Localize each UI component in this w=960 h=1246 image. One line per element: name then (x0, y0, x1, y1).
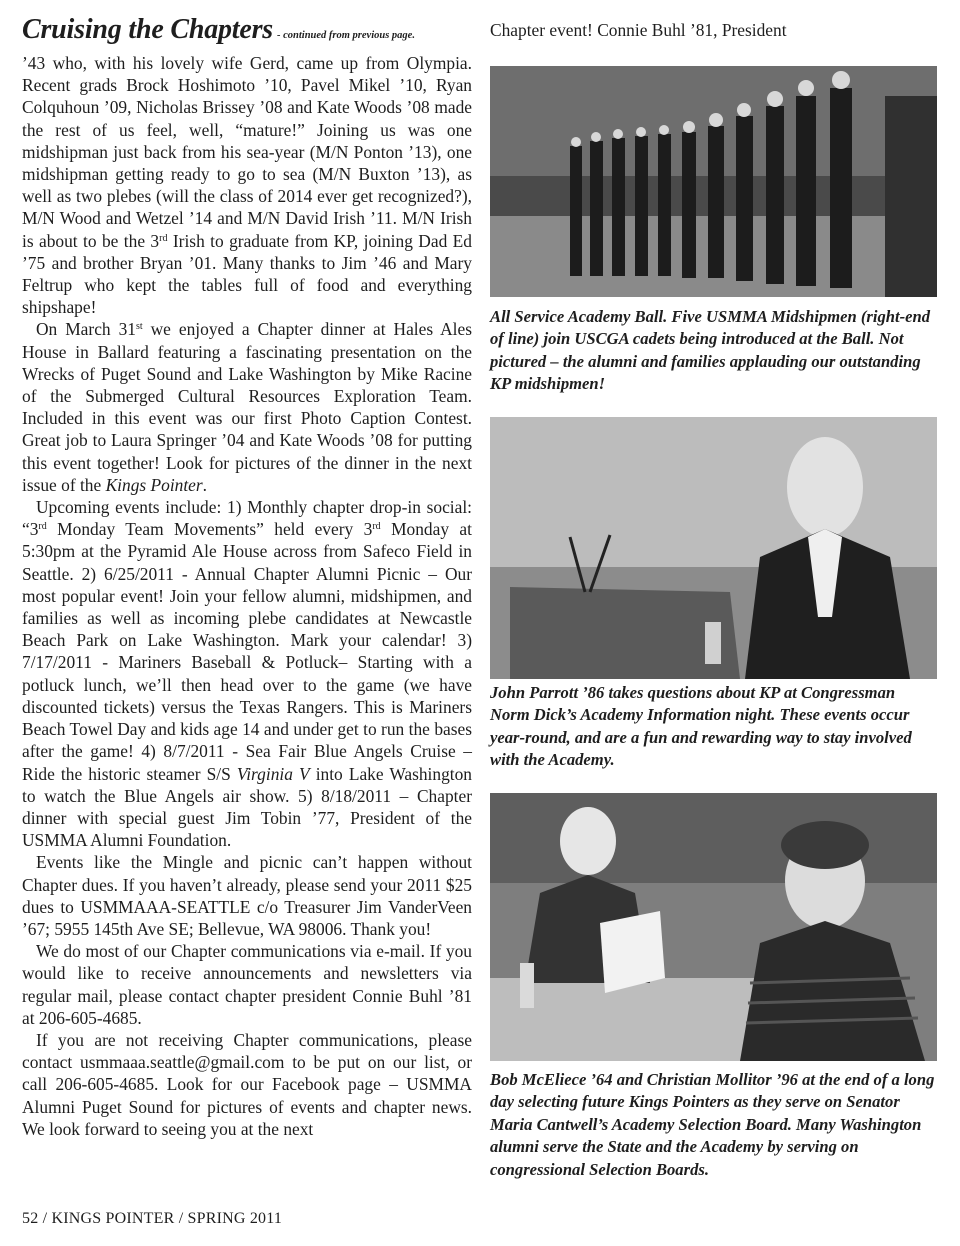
photo-selection-board (490, 793, 937, 1061)
photo-information-night (490, 417, 937, 679)
paragraph-contact: If you are not receiving Chapter communications, please contact usmmaaa.seattle@gmail.com to be put on our list, or call 206-605-4685. Look for our Facebook page – USMMA Alumni Puget Sound for pictures of events and chapter news. We look forward to seeing you at the next (22, 1029, 472, 1139)
caption-selection-board: Bob McEliece ’64 and Christian Mollitor ’96 at the end of a long day selecting future Kings Pointers as they serve on Senator Maria Cantwell’s Academy Selection Board. Many Washington alumni serve the State and the Academy by serving on congressional Selection Boards. (490, 1070, 935, 1179)
article-continuation-line: Chapter event! Connie Buhl ’81, President (490, 20, 787, 40)
headline-continued-note: - continued from previous page. (277, 30, 415, 41)
selection-board-photo-image (490, 793, 937, 1061)
headline-title: Cruising the Chapters (22, 14, 273, 45)
article-column (22, 14, 472, 1140)
paragraph-dues: Events like the Mingle and picnic can’t happen without Chapter dues. If you haven’t already, please send your 2011 $25 dues to USMMAAA-SEATTLE c/o Treasurer Jim VanderVeen ’67; 5955 145th Ave SE; Bellevue, WA 98006. Thank you! (22, 852, 472, 939)
paragraph-communications: We do most of our Chapter communications via e-mail. If you would like to receive announcements and newsletters via regular mail, please contact chapter president Connie Buhl ’81 at 206-605-4685. (22, 941, 472, 1028)
caption-service-academy-ball: All Service Academy Ball. Five USMMA Midshipmen (right-end of line) join USCGA cadets being introduced at the Ball. Not pictured – the alumni and families applauding our outstanding KP midshipmen! (490, 307, 931, 394)
caption-information-night: John Parrott ’86 takes questions about KP at Congressman Norm Dick’s Academy Information night. These events occur year-round, and are a fun and rewarding way to stay involved with the Academy. (490, 683, 912, 770)
ball-photo-image (490, 66, 937, 297)
photo-service-academy-ball (490, 66, 937, 297)
paragraph-ball: ’43 who, with his lovely wife Gerd, came up from Olympia. Recent grads Brock Hoshimoto ’10, Pavel Mikel ’10, Ryan Colquhoun ’09, Nicholas Brissey ’08 and Kate Woods ’08 made the rest of us feel, well, “mature!” Joining us was one midshipman just back from his sea-year (M/N Ponton ’13), one midshipman getting ready to go to sea (M/N Buxton ’13), as well as two plebes (will the class of 2014 ever get recognized?), M/N Wood and Wetzel ’14 and M/N David Irish ’11. M/N Irish is about to be the 3rd Irish to graduate from KP, joining Dad Ed ’75 and brother Bryan ’01. Many thanks to Jim ’46 and Mary Feltrup who kept the tables full of food and everything shipshape! (22, 53, 472, 318)
article-body (22, 52, 472, 1140)
page-footer: 52 / KINGS POINTER / SPRING 2011 (22, 1210, 283, 1227)
paragraph-upcoming-events: Upcoming events include: 1) Monthly chapter drop-in social: “3rd Monday Team Movements” held every 3rd Monday at 5:30pm at the Pyramid Ale House across from Safeco Field in Seattle. 2) 6/25/2011 - Annual Chapter Alumni Picnic – Our most popular event! Join your fellow alumni, midshipmen, and families as well as incoming plebe candidates at Newcastle Beach Park on Lake Washington. Mark your calendar! 3) 7/17/2011 - Mariners Baseball & Potluck– Starting with a potluck lunch, we’ll then head over to the game (we have discounted tickets) versus the Texas Rangers. This is Mariners Beach Towel Day and kids age 14 and under get to run the bases after the game! 4) 8/7/2011 - Sea Fair Blue Angels Cruise – Ride the historic steamer S/S Virginia V into Lake Washington to watch the Blue Angels air show. 5) 8/18/2011 – Chapter dinner with special guest Jim Tobin ’77, President of the USMMA Alumni Foundation. (22, 497, 472, 851)
article-headline (22, 14, 472, 46)
information-night-photo-image (490, 417, 937, 679)
paragraph-dinner: On March 31st we enjoyed a Chapter dinner at Hales Ales House in Ballard featuring a fascinating presentation on the Wrecks of Puget Sound and Lake Washington by Mike Racine of the Submerged Cultural Resources Exploration Team. Included in this event was our first Photo Caption Contest. Great job to Laura Springer ’04 and Kate Woods ’08 for putting this event together! Look for pictures of the dinner in the next issue of the Kings Pointer. (22, 319, 473, 495)
